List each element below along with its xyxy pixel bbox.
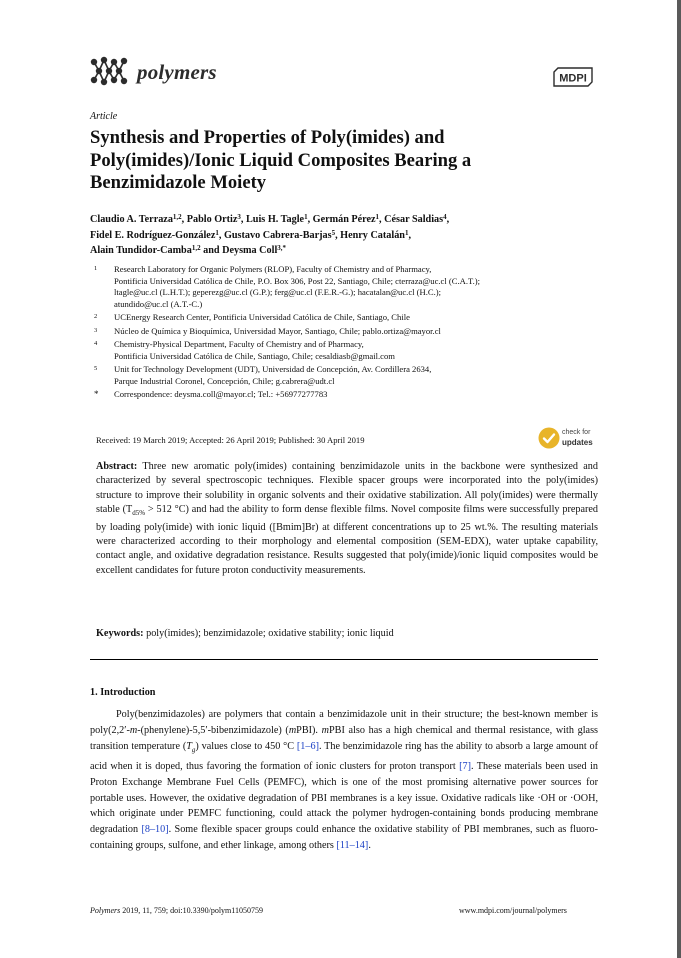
affiliation-number: 5 [94,364,98,372]
author-separator: , [379,214,385,225]
affiliation-item [90,389,600,401]
intro-text: . Some flexible spacer groups could enhance the oxidative stability of PBI membranes, such as fluoro-containing groups, sulfone, and ether linkage, among others [90,824,599,852]
author-name: Henry Catalán [340,229,405,241]
keywords [96,628,598,639]
check-updates-line2: updates [562,438,593,447]
publication-dates: Received: 19 March 2019; Accepted: 26 April 2019; Published: 30 April 2019 [96,435,365,445]
affiliation-item [90,312,600,324]
reference-link[interactable]: [1–6] [296,740,319,752]
affiliation-item [90,364,600,387]
intro-italic: g [191,745,196,754]
author-separator: , [181,214,187,225]
reference-link[interactable]: [8–10] [141,824,169,836]
author-affiliation-mark: 4 [443,213,447,221]
intro-text: . The benzimidazole ring has the ability to absorb a large amount of acid when it is doped, thus favoring the formation of ionic clusters for proton transport [90,740,598,772]
reference-link[interactable]: [11–14] [336,840,369,852]
intro-italic: m [321,724,329,736]
author-separator: , [218,229,224,241]
author-separator: , [335,229,341,241]
affiliation-line: Parque Industrial Coronel, Concepción, Chile; g.cabrera@udt.cl [114,375,335,386]
intro-text: -(phenylene)-5,5′-bibenzimidazole) ( [137,724,289,736]
author-list [90,212,600,259]
author-affiliation-mark: 1,2 [172,213,182,221]
intro-text: ) values close to 450 °C [195,740,297,752]
author-name: César Saldias [384,214,444,225]
affiliation-line: Research Laboratory for Organic Polymers (RLOP), Faculty of Chemistry and of Pharmacy, [114,264,432,274]
affiliation-number: 2 [94,313,98,321]
affiliation-line: ltagle@uc.cl (L.H.T.); geperezg@uc.cl (G.P.); ferg@uc.cl (F.E.R.-G.); hacatalan@uc.cl (H.C.); [114,287,442,298]
check-for-updates-button[interactable] [538,426,600,452]
footer-citation [90,906,263,915]
intro-italic: T [186,740,192,752]
author-affiliation-mark: 1,2 [191,244,201,252]
abstract-subscript: d5% [132,509,146,518]
footer-website-link[interactable]: www.mdpi.com/journal/polymers [459,906,567,915]
abstract-label: Abstract: [96,461,138,472]
affiliation-number: 4 [94,339,98,347]
author-name: Pablo Ortiz [186,214,238,225]
section-heading-introduction: 1. Introduction [90,687,156,698]
keywords-label: Keywords: [96,628,144,639]
affiliation-item [90,339,600,362]
affiliation-line: atundido@uc.cl (A.T.-C.) [114,298,203,309]
affiliation-line: Correspondence: deysma.coll@mayor.cl; Tel.: +56977277783 [114,388,328,399]
author-affiliation-mark: 3,* [277,244,287,252]
author-name: Alain Tundidor-Camba [90,245,192,256]
author-separator: , [307,214,313,225]
author-name: Gustavo Cabrera-Barjas [223,229,332,241]
author-name: Claudio A. Terraza [90,214,173,225]
polymers-logo-icon [89,56,129,86]
author-affiliation-mark: 1 [215,228,219,237]
intro-text: PBI). [296,724,322,736]
affiliation-number: * [94,388,99,399]
affiliation-line: Pontificia Universidad Católica de Chile, P.O. Box 306, Post 22, Santiago, Chile; cterraza@uc.cl (C.A.T.); [114,275,480,286]
author-affiliation-mark: 1 [304,213,308,221]
affiliation-item [90,326,600,338]
affiliation-number: 3 [94,326,98,334]
author-name: Deysma Coll [222,245,278,256]
footer-journal: Polymers [90,906,121,915]
abstract-text-1: Three new aromatic poly(imides) containing benzimidazole units in the backbone were synthesized and characterized by several spectroscopic techniques. Flexible spacer groups were incorporated into the poly(imides) structure to improve their solubility in organic solvents and their oxidative stabilization. All poly(imides) were thermally stable (T [96,461,598,516]
mdpi-logo [548,66,596,88]
intro-text: Poly(benzimidazoles) are polymers that contain a benzimidazole unit in their structure; the best-known member is poly(2,2′- [90,709,598,736]
affiliation-line: UCEnergy Research Center, Pontificia Universidad Católica de Chile, Santiago, Chile [114,312,410,323]
affiliation-line: Núcleo de Química y Bioquímica, Universidad Mayor, Santiago, Chile; pablo.ortiza@mayor.cl [114,325,441,336]
author-name: Luis H. Tagle [246,214,305,225]
abstract [96,460,598,578]
keywords-text: poly(imides); benzimidazole; oxidative stability; ionic liquid [143,628,394,639]
author-affiliation-mark: 5 [331,228,336,237]
author-affiliation-mark: 1 [404,228,409,237]
article-type: Article [90,111,118,122]
author-affiliation-mark: 3 [237,213,241,221]
author-affiliation-mark: 1 [375,213,380,221]
viewer-background-edge [677,0,681,958]
check-badge-icon [538,427,560,449]
intro-text: . [368,840,371,852]
author-separator: , [446,214,450,225]
intro-text: . These materials been used in Proton Exchange Membrane Fuel Cells (PEMFC), which is one of the most promising alternative power sources for portable uses. However, the oxidative degradation of PBI membranes is a key issue. Oxidative radicals like ·OH or ·OOH, which originate under PEMFC functioning, could attack the polymer hydrogen-containing bonds producing membrane degradation [90,760,599,836]
affiliation-list [90,264,600,402]
journal-name: polymers [137,60,217,84]
author-name: Fidel E. Rodríguez-González [90,229,216,241]
author-name: Germán Pérez [312,214,376,225]
introduction-paragraph [90,707,598,854]
section-divider [90,659,598,660]
author-separator: , [240,214,247,225]
affiliation-number: 1 [94,265,98,272]
paper-title: Synthesis and Properties of Poly(imides) and Poly(imides)/Ionic Liquid Composites Bearing a Benzimidazole Moiety [90,127,472,193]
check-updates-line1: check for [562,429,591,436]
abstract-text-2: > 512 °C) and had the ability to form dense flexible films. Novel composite films were successfully prepared by loading poly(imide) with ionic liquid ([Bmim]Br) at different concentrations up to 25 wt.%. The resulting materials were characterized according to their morphology and elemental composition (SEM-EDX), water uptake capability, contact angle, and oxidative degradation resistance. Results suggested that poly(imide)/ionic liquid composites would be excellent candidates for future proton conductivity measurements. [96,504,598,576]
author-separator: and [200,245,223,256]
author-separator: , [408,229,412,241]
affiliation-line: Unit for Technology Development (UDT), Universidad de Concepción, Av. Cordillera 2634, [114,363,432,374]
intro-italic: m [288,724,297,736]
publisher-name: MDPI [559,72,587,85]
intro-text: PBI also has a high chemical and thermal resistance, with glass transition temperature ( [90,724,598,752]
affiliation-line: Pontificia Universidad Católica de Chile, Santiago, Chile; cesaldiasb@gmail.com [114,350,395,361]
reference-link[interactable]: [7] [459,760,472,772]
intro-italic: m [129,724,138,736]
affiliation-item [90,264,600,310]
affiliation-line: Chemistry-Physical Department, Faculty of Chemistry and of Pharmacy, [114,338,364,349]
footer-doi: 2019, 11, 759; doi:10.3390/polym11050759 [120,906,263,915]
